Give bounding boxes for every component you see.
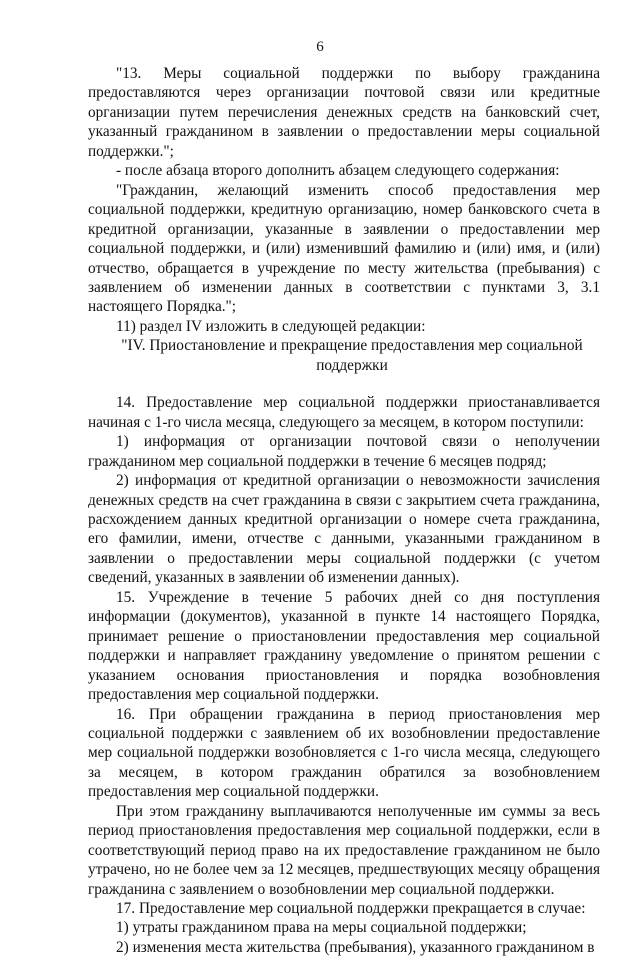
paragraph-section-iv-instruction: 11) раздел IV изложить в следующей редакции:: [116, 317, 426, 335]
paragraph-14: 14. Предоставление мер социальной поддержки приостанавливается начиная с 1-го числа месяца, следующего за месяцем, в котором поступили:: [88, 394, 600, 431]
paragraph-change-method-clause: "Гражданин, желающий изменить способ предоставления мер социальной поддержки, кредитную организацию, номер банковского счета в кредитной организации, указанные в заявлении о предоставлении мер социальной поддержки, и (или) изменивший фамилию и (или) имя, и (или) отчество, обращается в учреждение по месту жительства (пребывания) с заявлением об изменении данных в соответствии с пунктами 3, 3.1 настоящего Порядка.";: [88, 181, 600, 316]
section-iv-heading: "IV. Приостановление и прекращение предоставления мер социальной поддержки: [121, 337, 583, 374]
paragraph-17: 17. Предоставление мер социальной поддержки прекращается в случае:: [116, 900, 586, 918]
paragraph-16: 16. При обращении гражданина в период приостановления мер социальной поддержки с заявлением об их возобновлении предоставление мер социальной поддержки возобновляется с 1-го числа месяца, следующего за месяцем, в котором гражданин обратился за возобновлением предоставления мер социальной поддержки.: [88, 705, 600, 801]
paragraph-17-item-1: 1) утраты гражданином права на меры социальной поддержки;: [116, 919, 527, 937]
page-number: 6: [316, 39, 324, 55]
paragraph-14-item-2: 2) информация от кредитной организации о невозможности зачисления денежных средств на счет гражданина в связи с закрытием счета гражданина, расхождением данных кредитной организации о номере счета гражданина, его фамилии, имени, отчестве с данными, указанными гражданином в заявлении о предоставлении меры социальной поддержки (с учетом сведений, указанных в заявлении об изменении данных).: [88, 472, 600, 587]
paragraph-14-item-1: 1) информация от организации почтовой связи о неполучении гражданином мер социальной поддержки в течение 6 месяцев подряд;: [88, 433, 600, 470]
paragraph-insert-instruction: - после абзаца второго дополнить абзацем следующего содержания:: [116, 162, 560, 180]
paragraph-16-payment: При этом гражданину выплачиваются неполученные им суммы за весь период приостановления предоставления мер социальной поддержки, если в соответствующий период право на их предоставление гражданином не было утрачено, но не более чем за 12 месяцев, предшествующих месяцу обращения гражданина с заявлением о возобновлении мер социальной поддержки.: [88, 802, 600, 898]
paragraph-17-item-2: 2) изменения места жительства (пребывания), указанного гражданином в: [116, 938, 595, 956]
heading-spacer: [88, 375, 600, 393]
paragraph-item-13-amendment: "13. Меры социальной поддержки по выбору гражданина предоставляются через организации почтовой связи или кредитные организации путем перечисления денежных средств на банковский счет, указанный гражданином в заявлении о предоставлении меры социальной поддержки.";: [88, 65, 600, 160]
document-body: [88, 64, 600, 957]
paragraph-15: 15. Учреждение в течение 5 рабочих дней со дня поступления информации (документов), указанной в пункте 14 настоящего Порядка, принимает решение о приостановлении предоставления мер социальной поддержки и направляет гражданину уведомление о принятом решении с указанием основания приостановления и порядка возобновления предоставления мер социальной поддержки.: [88, 588, 600, 704]
